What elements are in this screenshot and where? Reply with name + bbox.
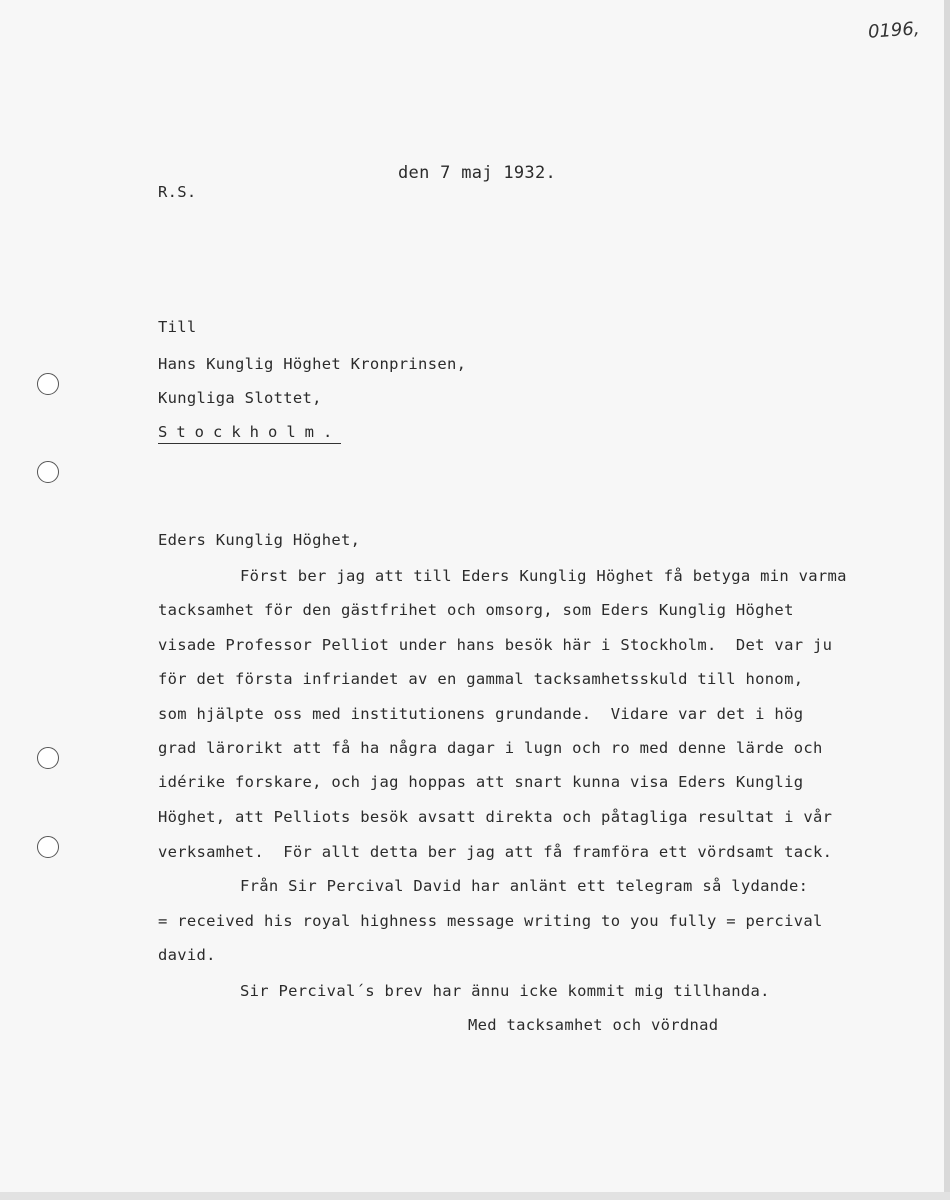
telegram-text-end: david. — [158, 946, 216, 964]
address-palace: Kungliga Slottet, — [158, 389, 322, 407]
address-till: Till — [158, 318, 197, 336]
body-line: Först ber jag att till Eders Kunglig Höghet få betyga min varma — [240, 567, 847, 585]
body-line: Från Sir Percival David har anlänt ett telegram så lydande: — [240, 877, 809, 895]
body-line: verksamhet. För allt detta ber jag att få framföra ett vördsamt tack. — [158, 843, 833, 861]
page-edge-right — [944, 0, 950, 1200]
body-line: Sir Percival´s brev har ännu icke kommit mig tillhanda. — [240, 982, 770, 1000]
punch-hole-1 — [37, 373, 59, 395]
body-line: Höghet, att Pelliots besök avsatt direkta och påtagliga resultat i vår — [158, 808, 833, 826]
punch-hole-4 — [37, 836, 59, 858]
address-recipient: Hans Kunglig Höghet Kronprinsen, — [158, 355, 467, 373]
body-line: visade Professor Pelliot under hans besök här i Stockholm. Det var ju — [158, 636, 833, 654]
body-line: tacksamhet för den gästfrihet och omsorg, som Eders Kunglig Höghet — [158, 601, 794, 619]
body-line: idérike forskare, och jag hoppas att snart kunna visa Eders Kunglig — [158, 773, 804, 791]
salutation: Eders Kunglig Höghet, — [158, 531, 361, 549]
body-line: grad lärorikt att få ha några dagar i lugn och ro med denne lärde och — [158, 739, 823, 757]
telegram-text: = received his royal highness message writing to you fully = percival — [158, 912, 823, 930]
body-line: som hjälpte oss med institutionens grundande. Vidare var det i hög — [158, 705, 804, 723]
closing-phrase: Med tacksamhet och vördnad — [468, 1016, 719, 1034]
sender-initials: R.S. — [158, 183, 197, 201]
punch-hole-2 — [37, 461, 59, 483]
page-edge-bottom — [0, 1192, 950, 1200]
letter-date: den 7 maj 1932. — [398, 163, 557, 183]
archive-reference-number: 0196, — [867, 18, 921, 43]
punch-hole-3 — [37, 747, 59, 769]
body-line: för det första infriandet av en gammal tacksamhetsskuld till honom, — [158, 670, 804, 688]
address-city: Stockholm. — [158, 423, 341, 444]
